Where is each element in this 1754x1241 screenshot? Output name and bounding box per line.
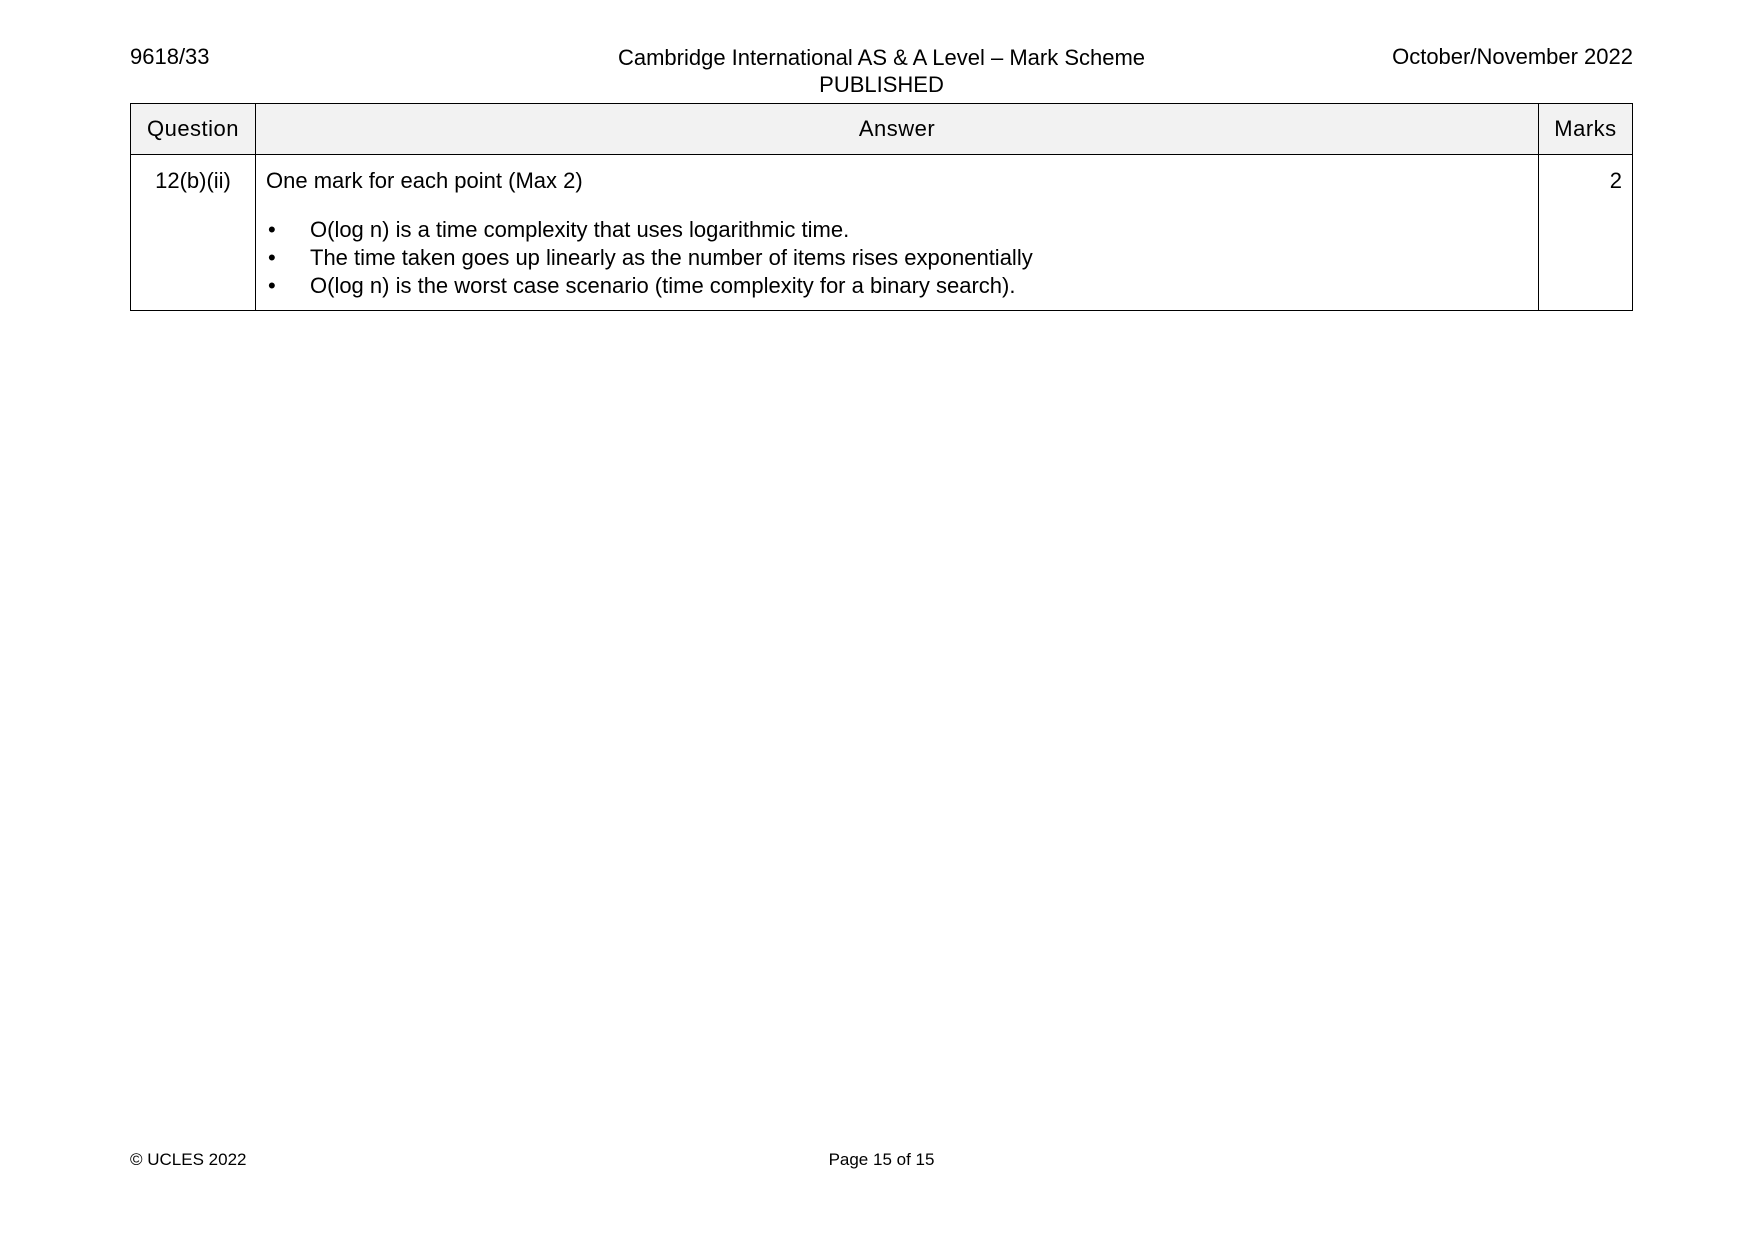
syllabus-code: 9618/33 bbox=[130, 44, 210, 69]
column-header-answer: Answer bbox=[256, 104, 1539, 155]
answer-points bbox=[266, 216, 1528, 300]
bullet-icon: • bbox=[268, 245, 276, 270]
bullet-icon: • bbox=[268, 217, 276, 242]
copyright: © UCLES 2022 bbox=[130, 1150, 247, 1169]
table-header-row bbox=[131, 104, 1633, 155]
answer-cell bbox=[256, 155, 1539, 311]
published-label: PUBLISHED bbox=[819, 72, 944, 97]
marks-value: 2 bbox=[1539, 155, 1633, 311]
exam-session: October/November 2022 bbox=[1392, 44, 1633, 69]
answer-point bbox=[266, 216, 1528, 244]
answer-point bbox=[266, 244, 1528, 272]
answer-point-text: The time taken goes up linearly as the number of items rises exponentially bbox=[310, 245, 1033, 270]
answer-point-text: O(log n) is a time complexity that uses logarithmic time. bbox=[310, 217, 850, 242]
bullet-icon: • bbox=[268, 273, 276, 298]
answer-point-text: O(log n) is the worst case scenario (time complexity for a binary search). bbox=[310, 273, 1016, 298]
document-title: Cambridge International AS & A Level – Mark Scheme bbox=[617, 45, 1146, 70]
answer-intro: One mark for each point (Max 2) bbox=[266, 168, 583, 193]
page-header bbox=[130, 44, 1633, 100]
answer-point bbox=[266, 272, 1528, 300]
column-header-question: Question bbox=[131, 104, 256, 155]
page-number: Page 15 of 15 bbox=[828, 1150, 935, 1169]
question-number: 12(b)(ii) bbox=[131, 155, 256, 311]
column-header-marks: Marks bbox=[1539, 104, 1633, 155]
mark-scheme-table bbox=[130, 103, 1633, 311]
table-row bbox=[131, 155, 1633, 311]
